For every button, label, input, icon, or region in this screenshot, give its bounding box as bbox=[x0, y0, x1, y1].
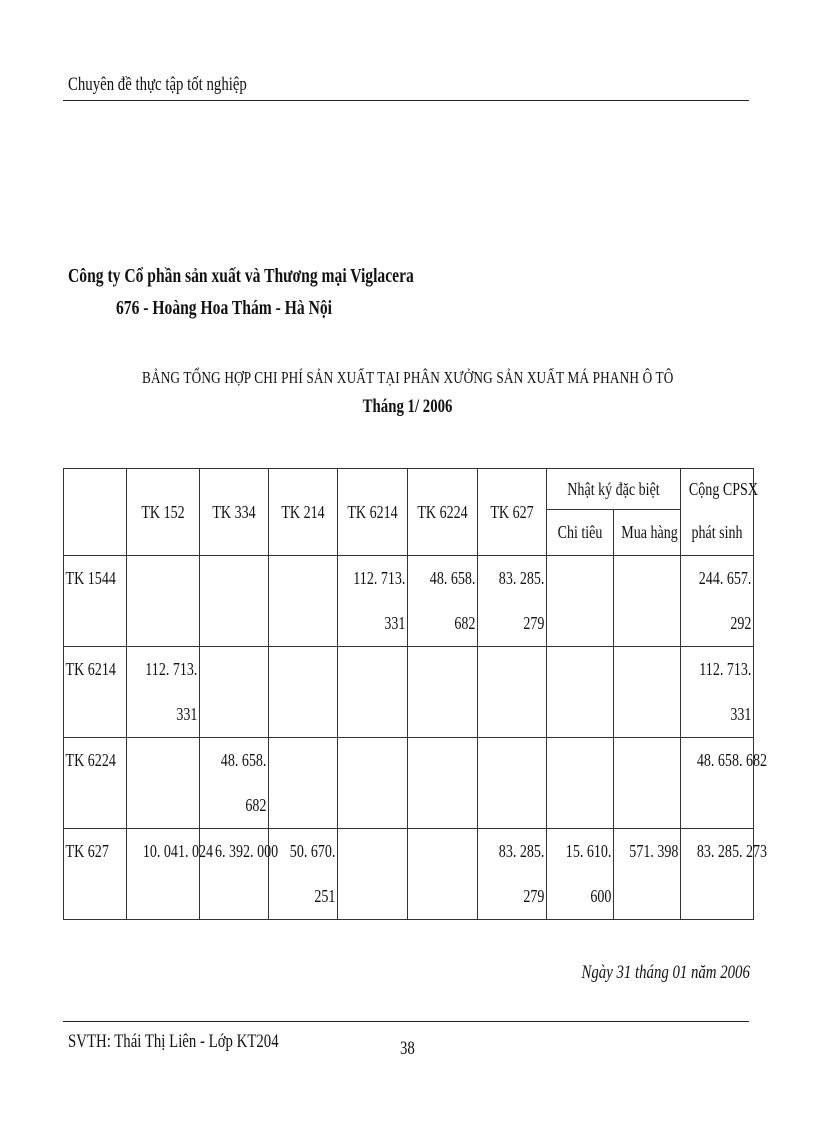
cell-line-2: 331 bbox=[730, 704, 752, 724]
table-cell bbox=[478, 738, 547, 829]
table-cell bbox=[338, 556, 408, 647]
col-header-tk152 bbox=[127, 469, 200, 556]
table-cell bbox=[681, 647, 754, 738]
student-info-text: SVTH: Thái Thị Liên - Lớp KT204 bbox=[68, 1031, 279, 1052]
col-header-tk627-text: TK 627 bbox=[490, 501, 534, 522]
table-cell bbox=[614, 647, 681, 738]
table-cell bbox=[547, 556, 614, 647]
company-address bbox=[116, 297, 393, 320]
cell-line-2: 682 bbox=[245, 795, 267, 815]
col-header-cong-line1: Cộng CPSX bbox=[688, 478, 758, 499]
table-body bbox=[64, 556, 768, 920]
table-cell bbox=[200, 738, 269, 829]
cell-line-1: 48. 658. 682 bbox=[696, 750, 768, 770]
row-label-text: TK 6214 bbox=[65, 659, 116, 679]
cell-line-1: 10. 041. 024 bbox=[142, 841, 214, 861]
cell-line-1: 571. 398 bbox=[629, 841, 679, 861]
table-cell bbox=[681, 738, 768, 829]
table-cell bbox=[338, 738, 408, 829]
table-cell bbox=[127, 738, 200, 829]
cell-line-1: 112. 713. bbox=[353, 568, 406, 588]
row-label-text: TK 1544 bbox=[65, 568, 116, 588]
table-row bbox=[64, 829, 754, 920]
company-name bbox=[68, 265, 511, 288]
table-cell bbox=[127, 829, 214, 920]
table-cell bbox=[614, 556, 681, 647]
col-header-tk214 bbox=[269, 469, 338, 556]
col-header-tk334-text: TK 334 bbox=[212, 501, 256, 522]
col-header-tk152-text: TK 152 bbox=[141, 501, 185, 522]
running-header bbox=[68, 74, 297, 96]
table-row bbox=[64, 647, 754, 738]
signature-date-text: Ngày 31 tháng 01 năm 2006 bbox=[581, 962, 750, 983]
col-header-chitieu bbox=[547, 510, 614, 556]
cell-line-2: 331 bbox=[384, 613, 406, 633]
cell-line-2: 600 bbox=[590, 886, 612, 906]
col-header-tk627 bbox=[478, 469, 547, 556]
cell-line-2: 331 bbox=[176, 704, 198, 724]
col-header-tk6214 bbox=[338, 469, 408, 556]
col-header-nhatky-text: Nhật ký đặc biệt bbox=[567, 478, 660, 499]
col-header-nhatky bbox=[547, 469, 681, 510]
col-header-tk214-text: TK 214 bbox=[281, 501, 325, 522]
cost-summary-table bbox=[63, 468, 768, 920]
cell-line-1: 112. 713. bbox=[699, 659, 752, 679]
table-cell bbox=[681, 829, 768, 920]
page-number-text: 38 bbox=[400, 1038, 415, 1059]
col-header-muahang-text: Mua hàng bbox=[621, 522, 678, 542]
table-cell bbox=[127, 647, 200, 738]
row-label bbox=[64, 829, 127, 920]
cell-line-1: 48. 658. bbox=[220, 750, 267, 770]
company-address-text: 676 - Hoàng Hoa Thám - Hà Nội bbox=[116, 297, 332, 319]
page-number bbox=[400, 1038, 419, 1060]
table-cell bbox=[338, 829, 408, 920]
cell-line-2: 279 bbox=[523, 613, 545, 633]
cell-line-2: 292 bbox=[730, 613, 752, 633]
col-header-muahang bbox=[614, 510, 681, 556]
cell-line-1: 6. 392. 000 bbox=[214, 841, 279, 861]
header-row-1 bbox=[64, 469, 754, 510]
header-rule bbox=[63, 100, 749, 101]
col-header-cong-bottom bbox=[681, 510, 754, 556]
col-header-cong-top bbox=[681, 469, 758, 510]
cell-line-1: 83. 285. bbox=[498, 841, 545, 861]
table-cell bbox=[269, 829, 338, 920]
table-cell bbox=[547, 647, 614, 738]
report-period bbox=[0, 396, 816, 418]
table-cell bbox=[614, 738, 681, 829]
table-row bbox=[64, 556, 754, 647]
cell-line-2: 279 bbox=[523, 886, 545, 906]
cell-line-1: 50. 670. bbox=[289, 841, 336, 861]
table-cell bbox=[408, 556, 478, 647]
row-label-text: TK 627 bbox=[65, 841, 109, 861]
report-period-text: Tháng 1/ 2006 bbox=[363, 396, 453, 417]
table-cell bbox=[200, 556, 269, 647]
table-cell bbox=[338, 647, 408, 738]
cell-line-1: 112. 713. bbox=[145, 659, 198, 679]
table-cell bbox=[269, 556, 338, 647]
company-name-text: Công ty Cổ phần sản xuất và Thương mại Viglacera bbox=[68, 265, 414, 287]
table-cell bbox=[200, 647, 269, 738]
col-header-tk6224-text: TK 6224 bbox=[417, 501, 468, 522]
col-header-tk334 bbox=[200, 469, 269, 556]
table-cell bbox=[269, 647, 338, 738]
row-label bbox=[64, 556, 127, 647]
table-cell bbox=[478, 647, 547, 738]
col-header-chitieu-text: Chi tiêu bbox=[557, 522, 603, 542]
cell-line-1: 83. 285. bbox=[498, 568, 545, 588]
student-info bbox=[68, 1031, 338, 1053]
col-header-tk6214-text: TK 6214 bbox=[347, 501, 398, 522]
table-cell bbox=[408, 738, 478, 829]
cell-line-2: 251 bbox=[314, 886, 336, 906]
table-cell bbox=[547, 738, 614, 829]
report-title-text: BẢNG TỔNG HỢP CHI PHÍ SẢN XUẤT TẠI PHÂN XƯỞNG SẢN XUẤT MÁ PHANH Ô TÔ bbox=[142, 368, 674, 387]
table-cell bbox=[478, 829, 547, 920]
row-label bbox=[64, 647, 127, 738]
col-header-tk6224 bbox=[408, 469, 478, 556]
cell-line-1: 48. 658. bbox=[429, 568, 476, 588]
table-cell bbox=[681, 556, 754, 647]
table-row bbox=[64, 738, 754, 829]
table-cell bbox=[478, 556, 547, 647]
table-cell bbox=[269, 738, 338, 829]
footer-rule bbox=[63, 1021, 749, 1022]
cell-line-1: 244. 657. bbox=[698, 568, 752, 588]
signature-date bbox=[534, 962, 750, 984]
report-title bbox=[0, 368, 816, 388]
corner-cell bbox=[64, 469, 127, 556]
table-cell bbox=[408, 829, 478, 920]
cell-line-1: 83. 285. 273 bbox=[696, 841, 768, 861]
table-cell bbox=[127, 556, 200, 647]
col-header-cong-line2: phát sinh bbox=[691, 521, 743, 542]
table-cell bbox=[547, 829, 614, 920]
table-cell bbox=[614, 829, 681, 920]
cell-line-1: 15. 610. bbox=[565, 841, 612, 861]
row-label-text: TK 6224 bbox=[65, 750, 116, 770]
table-cell bbox=[408, 647, 478, 738]
cell-line-2: 682 bbox=[454, 613, 476, 633]
row-label bbox=[64, 738, 127, 829]
running-header-text: Chuyên đề thực tập tốt nghiệp bbox=[68, 74, 247, 95]
